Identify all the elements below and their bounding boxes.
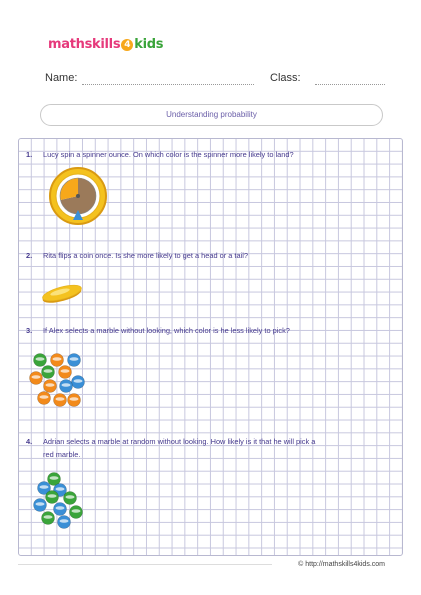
logo-digit: 4 [121,39,133,51]
question-1-number: 1. [26,150,33,159]
question-1 [26,149,294,162]
coin-image [40,284,84,304]
question-3-number: 3. [26,326,33,335]
marble-green-q4 [70,506,83,519]
marble-orange-q3 [38,392,51,405]
marble-green-q4 [46,491,59,504]
question-4-text-line1: Adrian selects a marble at random without looking. How likely is it that he will pick a [43,437,316,446]
marble-green-q3 [42,366,55,379]
marble-blue-q4 [58,516,71,529]
worksheet-title: Understanding probability [40,104,383,126]
marble-orange-q3 [59,366,72,379]
question-3-text: If Alex selects a marble without looking, which color is he less likely to pick? [43,326,290,335]
marbles-group-q3 [26,352,96,417]
marble-orange-q3 [54,394,67,407]
marble-orange-q3 [44,380,57,393]
class-label: Class: [270,72,301,84]
question-2-number: 2. [26,251,33,260]
question-1-text: Lucy spin a spinner ounce. On which color is the spinner more likely to land? [43,150,294,159]
logo-text-part1: mathskills [48,37,121,52]
marble-blue-q3 [68,354,81,367]
marble-green-q3 [34,354,47,367]
question-2-text: Rita flips a coin once. Is she more likely to get a head or a tail? [43,251,248,260]
class-field[interactable] [315,84,385,85]
logo-text-part2: kids [134,37,164,52]
question-3 [26,325,290,338]
question-4 [26,436,316,462]
marbles-group-q4 [30,472,90,532]
marble-orange-q3 [68,394,81,407]
site-logo [48,37,163,52]
marble-green-q4 [64,492,77,505]
footer-url: © http://mathskills4kids.com [298,561,385,568]
marble-orange-q3 [51,354,64,367]
marble-blue-q4 [54,503,67,516]
marble-orange-q3 [30,372,43,385]
marble-blue-q3 [60,380,73,393]
marble-green-q4 [42,512,55,525]
marble-blue-q3 [72,376,85,389]
marble-blue-q4 [34,499,47,512]
question-2 [26,250,248,263]
footer-divider [18,564,272,565]
question-4-text-line2: red marble. [43,449,81,459]
spinner-image [48,166,108,226]
name-field[interactable] [82,84,254,85]
name-label: Name: [45,72,78,84]
question-4-number: 4. [26,437,33,446]
